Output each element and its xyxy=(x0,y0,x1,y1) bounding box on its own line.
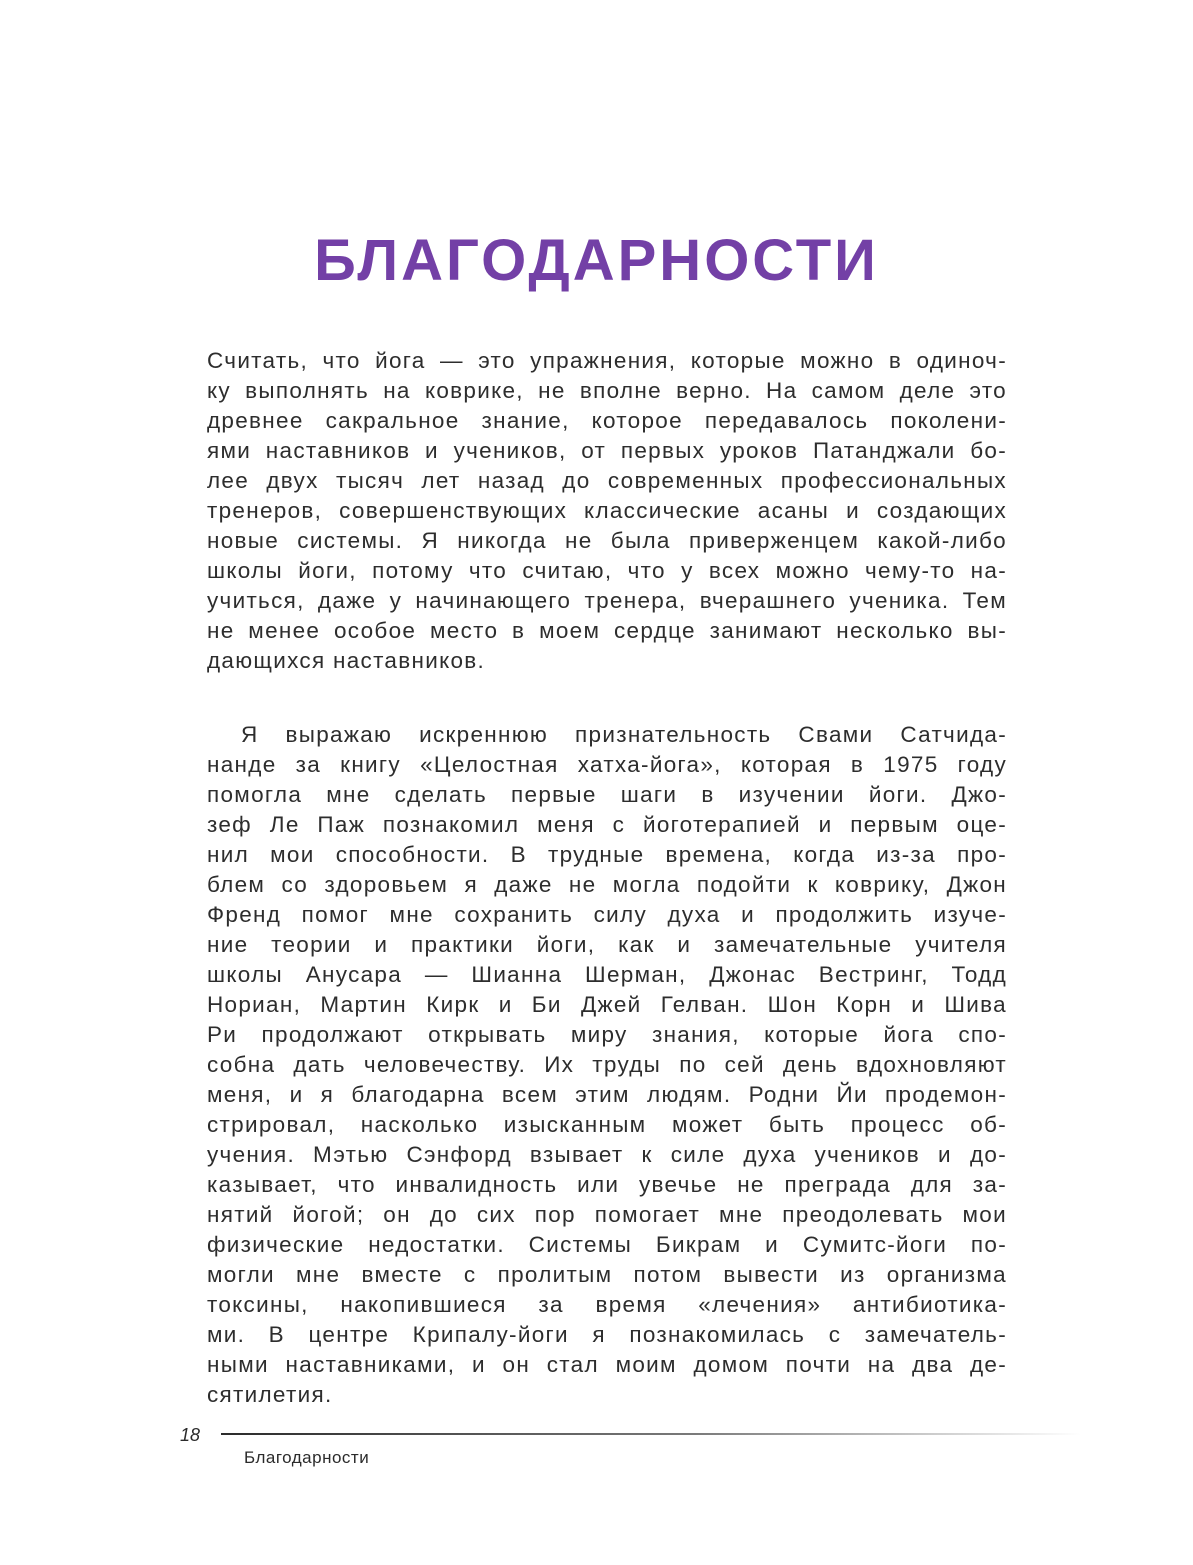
text-line: школы Анусара — Шианна Шерман, Джонас Вестринг, Тодд xyxy=(207,962,1007,987)
text-line: Нориан, Мартин Кирк и Би Джей Гелван. Шон Корн и Шива xyxy=(207,992,1007,1017)
page-title: БЛАГОДАРНОСТИ xyxy=(314,228,879,293)
text-line: ние теории и практики йоги, как и замечательные учителя xyxy=(207,932,1007,957)
text-line: Я выражаю искреннюю признательность Свами Сатчида- xyxy=(241,722,1007,747)
text-line: токсины, накопившиеся за время «лечения» антибиотика- xyxy=(207,1292,1007,1317)
text-line: не менее особое место в моем сердце занимают несколько вы- xyxy=(207,618,1007,643)
text-line: тренеров, совершенствующих классические асаны и создающих xyxy=(207,498,1007,523)
text-line: зеф Ле Паж познакомил меня с йоготерапией и первым оце- xyxy=(207,812,1007,837)
text-line: стрировал, насколько изысканным может быть процесс об- xyxy=(207,1112,1007,1137)
text-line: учиться, даже у начинающего тренера, вчерашнего ученика. Тем xyxy=(207,588,1007,613)
text-line: Ри продолжают открывать миру знания, которые йога спо- xyxy=(207,1022,1007,1047)
text-line: нятий йогой; он до сих пор помогает мне преодолевать мои xyxy=(207,1202,1007,1227)
text-line: древнее сакральное знание, которое передавалось поколени- xyxy=(207,408,1007,433)
page-number: 18 xyxy=(180,1425,201,1445)
text-line: блем со здоровьем я даже не могла подойти к коврику, Джон xyxy=(207,872,1007,897)
text-line: ми. В центре Крипалу-йоги я познакомилась с замечатель- xyxy=(207,1322,1007,1347)
footer-divider xyxy=(221,1433,1081,1435)
text-line: нанде за книгу «Целостная хатха-йога», которая в 1975 году xyxy=(207,752,1007,777)
text-line: собна дать человечеству. Их труды по сей день вдохновляют xyxy=(207,1052,1007,1077)
paragraph-acknowledgements xyxy=(207,720,1007,1410)
text-line: сятилетия. xyxy=(207,1382,333,1407)
text-line: ями наставников и учеников, от первых уроков Патанджали бо- xyxy=(207,438,1007,463)
text-line: новые системы. Я никогда не была приверженцем какой-либо xyxy=(207,528,1007,553)
text-line: меня, и я благодарна всем этим людям. Родни Йи продемон- xyxy=(207,1082,1007,1107)
text-line: физические недостатки. Системы Бикрам и Сумитс-йоги по- xyxy=(207,1232,1007,1257)
text-line: могли мне вместе с пролитым потом вывести из организма xyxy=(207,1262,1007,1287)
text-line: нил мои способности. В трудные времена, когда из-за про- xyxy=(207,842,1007,867)
paragraph-gap xyxy=(207,676,1007,720)
text-line: ными наставниками, и он стал моим домом почти на два де- xyxy=(207,1352,1007,1377)
text-line: Френд помог мне сохранить силу духа и продолжить изуче- xyxy=(207,902,1007,927)
running-footer-section: Благодарности xyxy=(244,1448,370,1467)
text-line: школы йоги, потому что считаю, что у всех можно чему-то на- xyxy=(207,558,1007,583)
text-line: учения. Мэтью Сэнфорд взывает к силе духа учеников и до- xyxy=(207,1142,1007,1167)
text-line: казывает, что инвалидность или увечье не преграда для за- xyxy=(207,1172,1007,1197)
body-text xyxy=(207,346,1007,1410)
paragraph-intro xyxy=(207,346,1007,676)
text-line: помогла мне сделать первые шаги в изучении йоги. Джо- xyxy=(207,782,1007,807)
text-line: Считать, что йога — это упражнения, которые можно в одиноч- xyxy=(207,348,1007,373)
text-line: ку выполнять на коврике, не вполне верно. На самом деле это xyxy=(207,378,1007,403)
text-line: дающихся наставников. xyxy=(207,648,486,673)
text-line: лее двух тысяч лет назад до современных профессиональных xyxy=(207,468,1007,493)
